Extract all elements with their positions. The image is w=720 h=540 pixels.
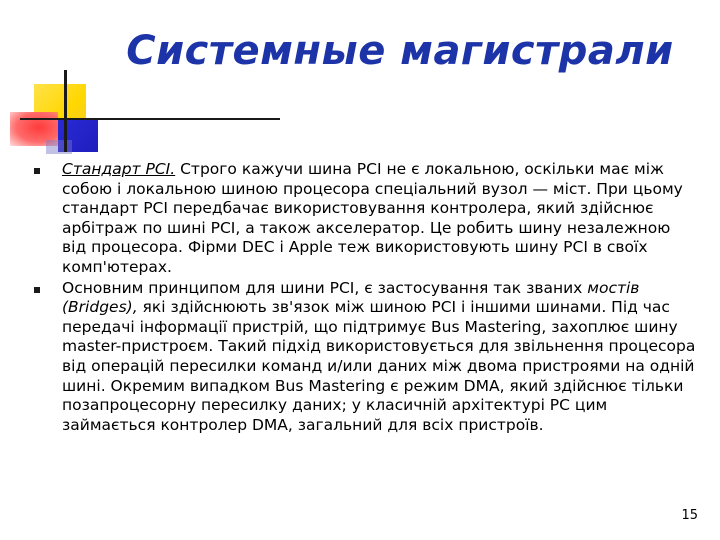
square-bullet-icon <box>34 168 40 174</box>
square-bullet-icon <box>34 287 40 293</box>
slide-body <box>34 160 698 436</box>
logo-horizontal-line <box>20 118 280 120</box>
bullet-item-1 <box>34 160 698 278</box>
slide-title: Системные магистрали <box>126 28 674 74</box>
bullet-text: Строго кажучи шина PCI не є локальною, оскільки має між собою і локальною шиною процесора спеціальний вузол — міст. При цьому стандарт PCI передбачає використовування контролера, який здійснює арбітраж по шині PCI, а також акселератор. Це робить шину незалежною від процесора. Фірми DEC і Apple теж використовують шину PCI в своїх комп'ютерах. <box>62 160 683 276</box>
logo-shadow <box>46 140 72 154</box>
logo-vertical-line <box>64 70 67 152</box>
page-number: 15 <box>681 508 698 523</box>
bullet-text: які здійснюють зв'язок між шиною PCI і іншими шинами. Під час передачі інформації пристрій, що підтримує Bus Mastering, захоплює шину master-пристроєм. Такий підхід використовується для звільнення процесора від операцій пересилки команд и/или даних між двома пристроями на одній шині. Окремим випадком Bus Mastering є режим DMA, який здійснює тільки позапроцесорну пересилку даних; у класичній архітектурі PC цим займається контролер DMA, загальний для всіх пристроїв. <box>62 298 696 434</box>
bullet-term: Стандарт PCI. <box>62 160 176 178</box>
bullet-lead: Основним принципом для шини PCI, є застосування так званих <box>62 278 588 297</box>
bullet-item-2 <box>34 279 698 436</box>
bullet-term: мостів (Bridges), <box>62 278 640 317</box>
